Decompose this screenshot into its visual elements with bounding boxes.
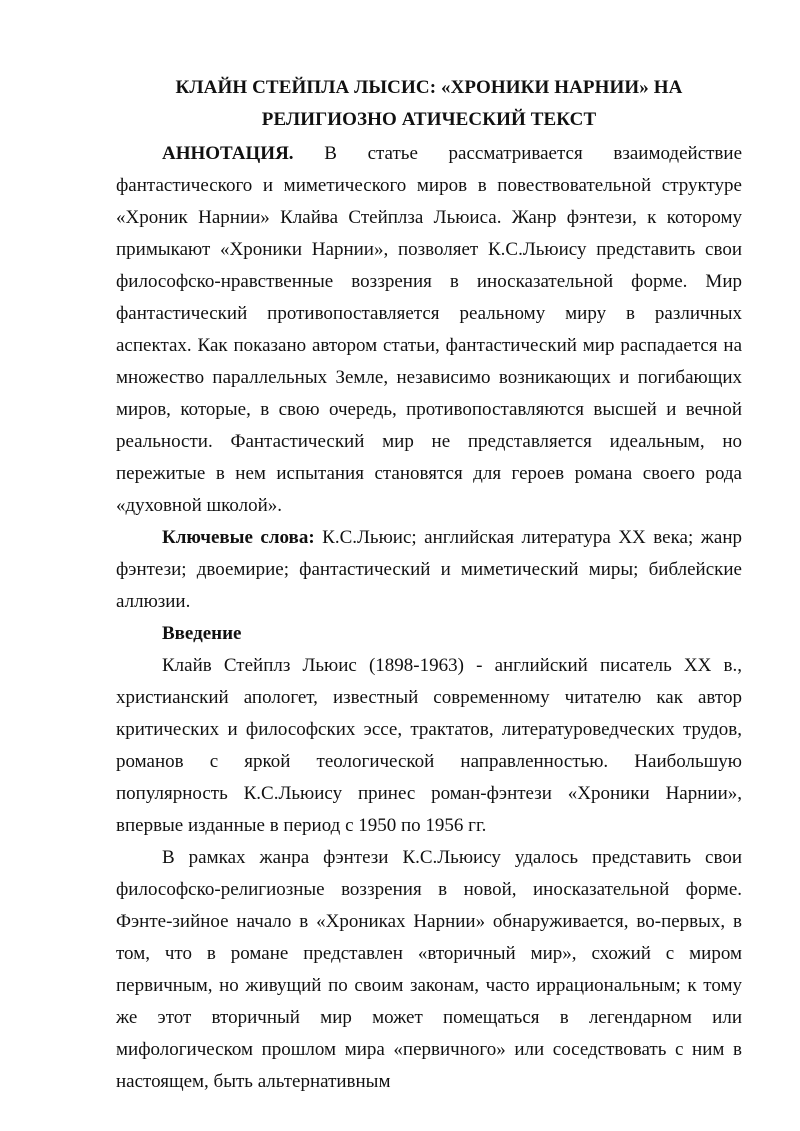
abstract-paragraph bbox=[116, 138, 742, 522]
document-title bbox=[116, 72, 742, 136]
body-paragraph-2: В рамках жанра фэнтези К.С.Льюису удалось представить свои философско-религиозные воззрения в новой, иносказательной форме. Фэнте-зийное начало в «Хрониках Нарнии» обнаруживается, во-первых, в том, что в романе представлен «вторичный мир», схожий с миром первичным, но живущий по своим законам, часто иррациональным; к тому же этот вторичный мир может помещаться в легендарном или мифологическом прошлом мира «первичного» или соседствовать с ним в настоящем, быть альтернативным bbox=[116, 847, 742, 1092]
section-heading: Введение bbox=[162, 623, 242, 644]
keywords-text: К.С.Льюис; английская литература XX века; жанр фэнтези; двоемирие; фантастический и миметический миры; библейские аллюзии. bbox=[116, 527, 743, 612]
document-page bbox=[116, 72, 742, 1098]
abstract-label: АННОТАЦИЯ. bbox=[162, 143, 294, 164]
keywords-label: Ключевые слова: bbox=[162, 527, 315, 548]
body-paragraph-1: Клайв Стейплз Льюис (1898-1963) - английский писатель XX в., христианский апологет, известный современному читателю как автор критических и философских эссе, трактатов, литературоведческих трудов, романов с яркой теологической направленностью. Наибольшую популярность К.С.Льюису принес роман-фэнтези «Хроники Нарнии», впервые изданные в период с 1950 по 1956 гг. bbox=[116, 655, 742, 836]
title-line-2: РЕЛИГИОЗНО АТИЧЕСКИЙ ТЕКСТ bbox=[261, 109, 597, 130]
title-line-1: КЛАЙН СТЕЙПЛА ЛЫСИС: «ХРОНИКИ НАРНИИ» НА bbox=[175, 77, 683, 98]
keywords-paragraph bbox=[116, 522, 742, 618]
abstract-text: В статье рассматривается взаимодействие фантастического и миметического миров в повествовательной структуре «Хроник Нарнии» Клайва Стейплза Льюиса. Жанр фэнтези, к которому примыкают «Хроники Нарнии», позволяет К.С.Льюису представить свои философско-нравственные воззрения в иносказательной форме. Мир фантастический противопоставляется реальному миру в различных аспектах. Как показано автором статьи, фантастический мир распадается на множество параллельных Земле, независимо возникающих и погибающих миров, которые, в свою очередь, противопоставляются высшей и вечной реальности. Фантастический мир не представляется идеальным, но пережитые в нем испытания становятся для героев романа своего рода «духовной школой». bbox=[116, 143, 742, 516]
